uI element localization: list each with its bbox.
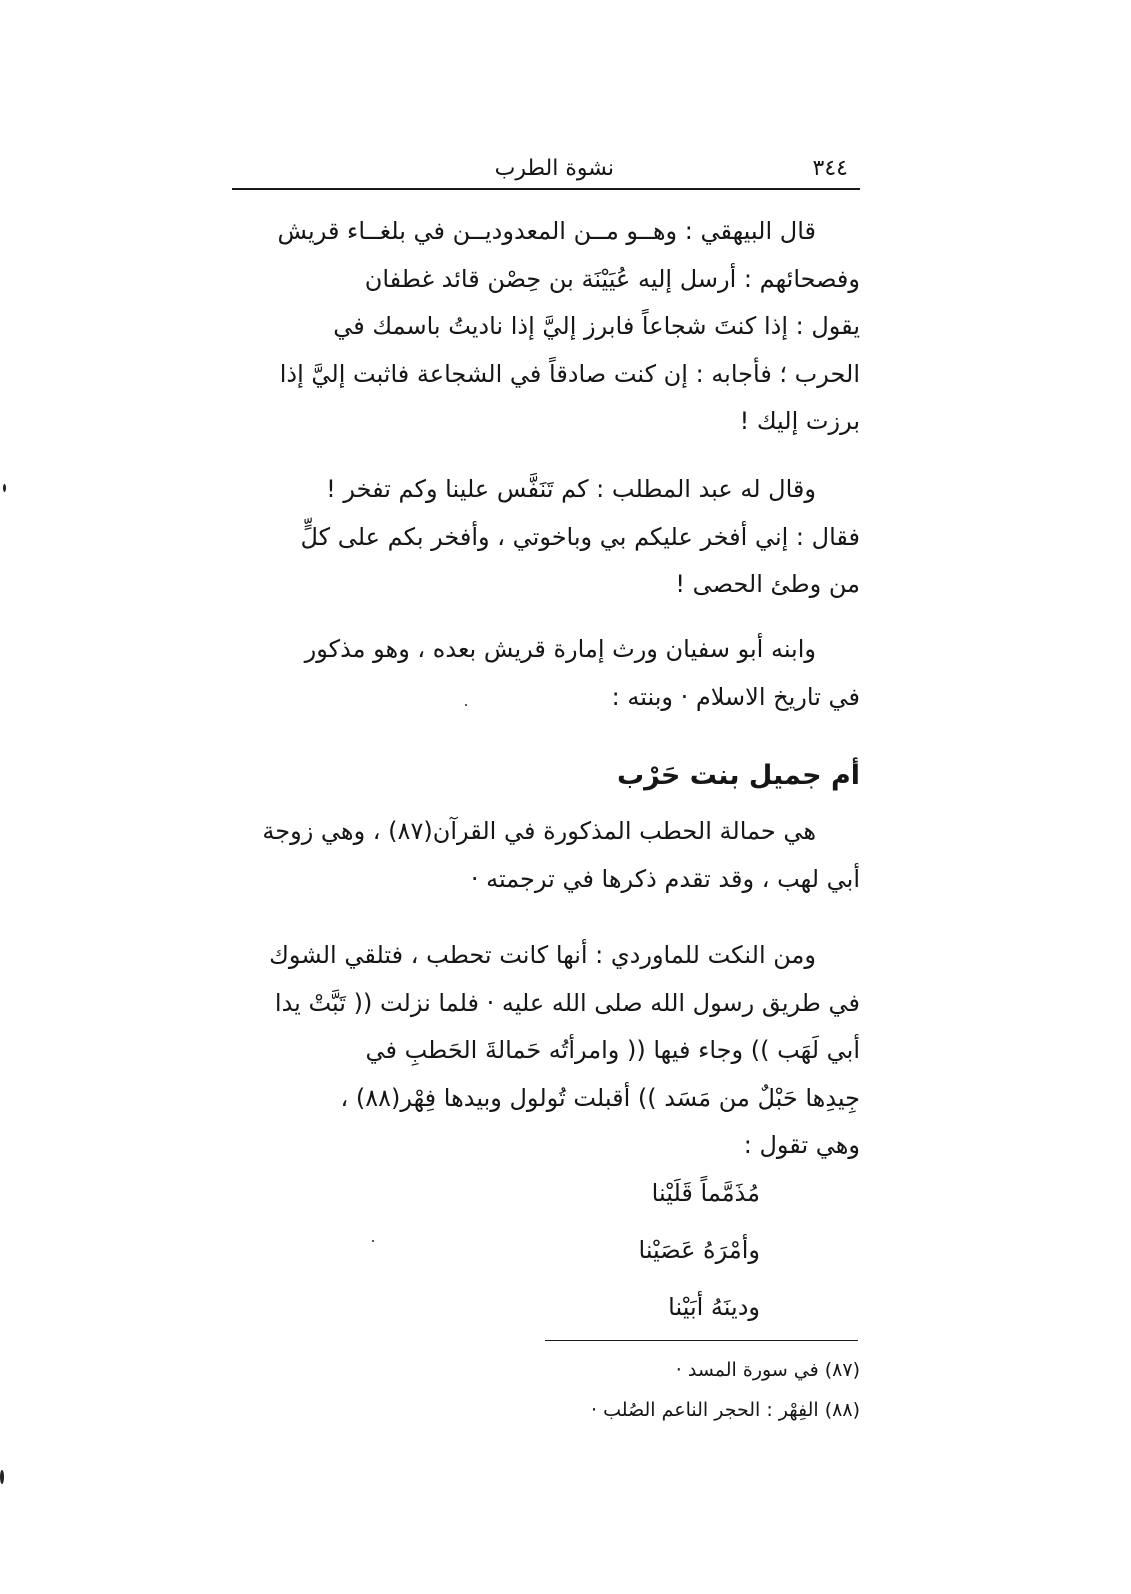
paragraph-mawardi <box>230 932 860 1170</box>
scan-speck <box>372 1240 374 1242</box>
paragraph-line: من وطئ الحصى ! <box>675 570 860 598</box>
paragraph-line: قال البيهقي : وهــو مــن المعدوديــن في بلغــاء قريش <box>277 217 816 245</box>
paragraph-line: وقال له عبد المطلب : كم تَنَفَّس علينا وكم تفخر ! <box>326 475 816 503</box>
paragraph-line: جِيدِها حَبْلٌ من مَسَد )) أقبلت تُولول وبيدها فِهْر(٨٨) ، <box>340 1083 860 1112</box>
paragraph-line: وابنه أبو سفيان ورث إمارة قريش بعده ، وهو مذكور <box>304 635 816 663</box>
paragraph-line: وفصحائهم : أرسل إليه عُيَيْنَة بن حِصْن قائد غطفان <box>364 264 860 293</box>
footnote-rule <box>545 1340 858 1341</box>
paragraph-line: برزت إليك ! <box>739 407 860 435</box>
paragraph-abd-al-muttalib <box>230 466 860 609</box>
footnote: (٨٨) الفِهْر : الحجر الناعم الصُلب · <box>591 1399 860 1421</box>
paragraph-line: يقول : إذا كنتَ شجاعاً فابرز إليَّ إذا ناديتُ باسمك في <box>333 312 860 340</box>
footnote: (٨٧) في سورة المسد · <box>675 1359 860 1381</box>
scan-speck <box>465 704 467 706</box>
paragraph-line: أبي لهب ، وقد تقدم ذكرها في ترجمته · <box>470 864 860 893</box>
scan-speck <box>0 1470 4 1484</box>
paragraph-abu-sufyan <box>230 626 860 721</box>
paragraph-line: ومن النكت للماوردي : أنها كانت تحطب ، فتلقي الشوك <box>269 941 816 969</box>
paragraph-line: وهي تقول : <box>743 1131 860 1159</box>
paragraph-line: في تاريخ الاسلام · وبنته : <box>611 682 860 711</box>
paragraph-bayhaqi <box>230 208 860 446</box>
page-header <box>232 150 860 188</box>
paragraph-line: هي حمالة الحطب المذكورة في القرآن(٨٧) ، وهي زوجة <box>262 817 816 845</box>
paragraph-line: أبي لَهَب )) وجاء فيها (( وامرأتُه حَمالةَ الحَطبِ في <box>365 1036 860 1064</box>
paragraph-line: الحرب ؛ فأجابه : إن كنت صادقاً في الشجاعة فاثبت إليَّ إذا <box>279 359 860 388</box>
paragraph-line: فقال : إني أفخر عليكم بي وباخوتي ، وأفخر بكم على كلٍّ <box>300 522 860 551</box>
verse-line: مُذَمَّماً قَلَيْنا <box>651 1179 760 1207</box>
verse-line: ودينَهُ أبَيْنا <box>668 1293 760 1321</box>
footnotes <box>430 1350 860 1430</box>
verse-block <box>480 1165 760 1336</box>
header-rule <box>232 188 860 190</box>
running-title: نشوة الطرب <box>494 156 614 181</box>
verse-line: وأمْرَهُ عَصَيْنا <box>638 1236 760 1264</box>
scan-speck <box>3 484 6 492</box>
paragraph-line: في طريق رسول الله صلى الله عليه · فلما نزلت (( تَبَّتْ يدا <box>274 988 860 1017</box>
paragraph-hammalat-al-hatab <box>230 808 860 903</box>
page-number: ٣٤٤ <box>812 156 848 181</box>
section-title: أم جميل بنت حَرْب <box>616 760 860 791</box>
